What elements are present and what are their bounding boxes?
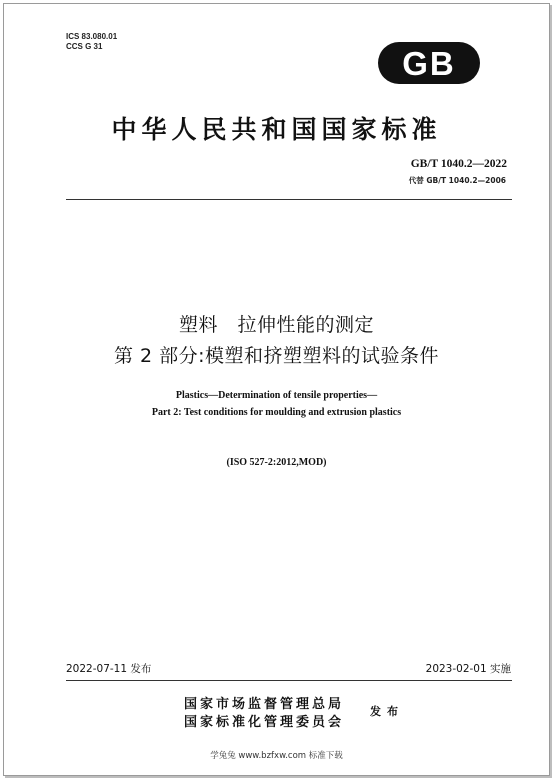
iso-reference: (ISO 527-2:2012,MOD) bbox=[226, 457, 327, 468]
gb-logo-text: GB bbox=[402, 45, 456, 82]
issue-label: 发布 bbox=[370, 705, 404, 718]
replaces-standard: 代替 GB/T 1040.2—2006 bbox=[408, 176, 506, 185]
implementation-date: 2023-02-01 实施 bbox=[425, 663, 511, 675]
standard-number: GB/T 1040.2—2022 bbox=[410, 158, 507, 170]
publication-date: 2022-07-11 发布 bbox=[66, 663, 152, 675]
classification-codes bbox=[66, 32, 117, 52]
top-divider bbox=[66, 199, 512, 200]
issuer-sac: 国家标准化管理委员会 bbox=[184, 715, 345, 730]
gb-logo bbox=[376, 40, 482, 86]
ics-code: ICS 83.080.01 bbox=[66, 32, 118, 41]
chinese-title-line-2: 第 2 部分:模塑和挤塑塑料的试验条件 bbox=[113, 345, 440, 367]
chinese-title-line-1: 塑料 拉伸性能的测定 bbox=[178, 314, 374, 336]
ccs-code: CCS G 31 bbox=[66, 42, 103, 51]
standard-title: 中华人民共和国国家标准 bbox=[111, 115, 442, 144]
issuer-samr: 国家市场监督管理总局 bbox=[184, 697, 345, 712]
english-title-line-1: Plastics—Determination of tensile properties— bbox=[175, 390, 378, 401]
bottom-divider bbox=[66, 680, 512, 681]
footer-watermark[interactable]: 学兔兔 www.bzfxw.com 标准下载 bbox=[210, 751, 343, 761]
english-title-line-2: Part 2: Test conditions for moulding and extrusion plastics bbox=[151, 407, 402, 418]
